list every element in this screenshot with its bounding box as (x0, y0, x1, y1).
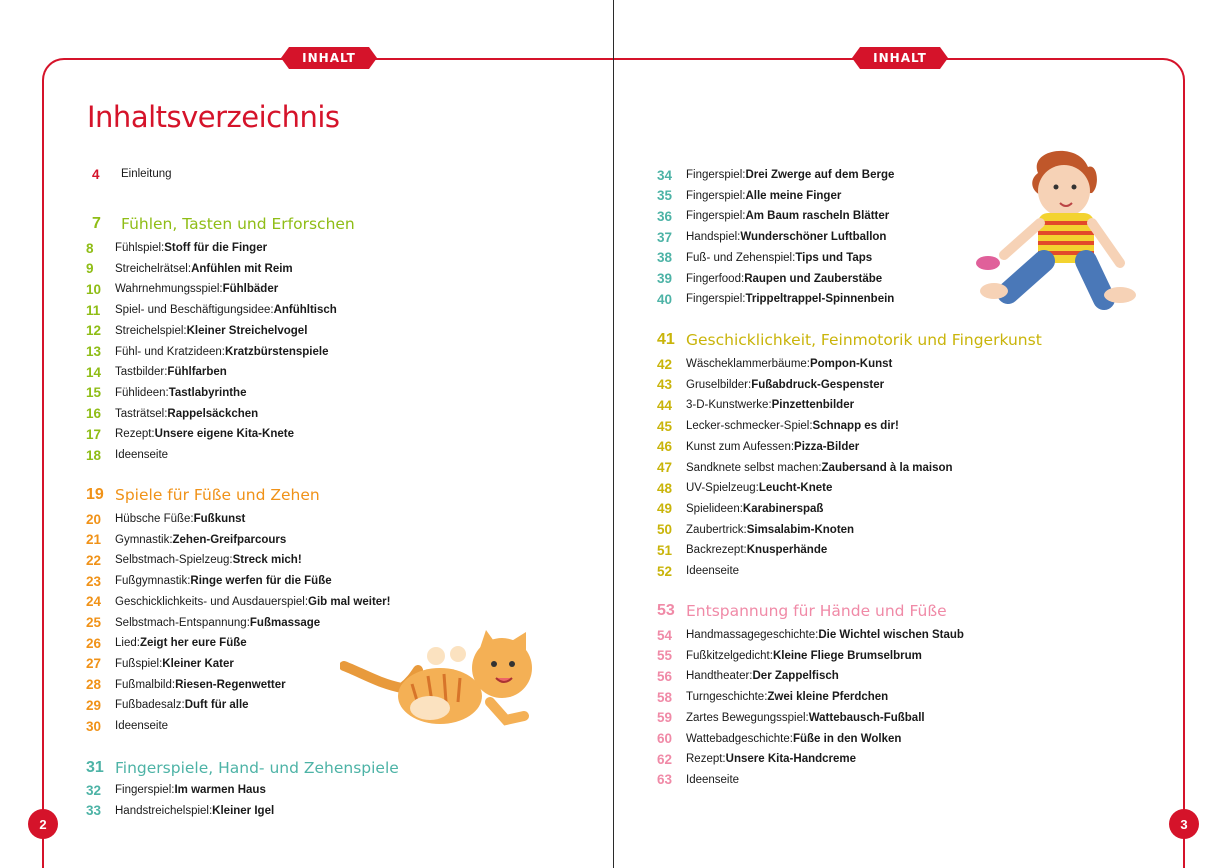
page-ref: 62 (657, 751, 673, 767)
page-ref: 25 (86, 615, 102, 630)
entry-title: Die Wichtel wischen Staub (818, 629, 964, 641)
page-ref: 32 (86, 782, 102, 798)
entry-label: Zartes Bewegungsspiel: (686, 711, 809, 724)
page-ref: 38 (657, 250, 673, 266)
toc-entry[interactable] (86, 780, 266, 800)
page-ref: 48 (657, 480, 673, 496)
entry-label: 3-D-Kunstwerke: (686, 399, 772, 412)
page-number-right: 3 (1169, 809, 1199, 839)
page-ref: 45 (657, 418, 673, 434)
entry-label: Handspiel: (686, 231, 741, 244)
entry-title: Raupen und Zauberstäbe (744, 272, 883, 285)
page-ref: 8 (86, 240, 94, 256)
entry-label: Fuß- und Zehenspiel: (686, 251, 796, 264)
page-ref: 16 (86, 406, 102, 422)
toc-entry[interactable] (657, 248, 872, 268)
toc-entry[interactable] (86, 530, 286, 550)
entry-title: Kleine Fliege Brumselbrum (772, 649, 922, 662)
section-heading-geschicklichkeit[interactable] (657, 328, 1042, 352)
entry-label: Selbstmach-Spielzeug: (115, 554, 233, 567)
page-ref: 63 (657, 772, 673, 788)
entry-label: Gymnastik: (115, 533, 173, 546)
toc-entry[interactable] (657, 416, 899, 436)
page-ref: 21 (86, 532, 102, 548)
entry-label: Fühl- und Kratzideen: (115, 345, 225, 358)
toc-entry[interactable] (657, 729, 901, 749)
entry-title: Pompon-Kunst (809, 358, 893, 370)
page-ref: 13 (86, 344, 102, 359)
page-ref: 35 (657, 188, 673, 204)
entry-label: Kunst zum Aufessen: (686, 440, 795, 453)
entry-title: Alle meine Finger (745, 189, 842, 202)
page-ref: 18 (86, 447, 102, 463)
entry-label: Wahrnehmungsspiel: (115, 283, 223, 296)
page-ref: 27 (86, 656, 102, 672)
entry-title: Zwei kleine Pferdchen (767, 691, 889, 704)
entry-title: Leucht-Knete (758, 482, 833, 495)
entry-label: Fußkitzelgedicht: (686, 649, 773, 662)
toc-entry[interactable] (86, 342, 328, 362)
page-ref: 55 (657, 648, 673, 664)
entry-label: Handstreichelspiel: (115, 804, 213, 817)
page-ref: 10 (86, 281, 102, 297)
entry-label: Tasträtsel: (115, 407, 168, 420)
page-title: Inhaltsverzeichnis (87, 100, 340, 134)
section-banner-left: INHALT (289, 47, 369, 69)
entry-label: Handmassagegeschichte: (686, 629, 819, 641)
entry-label: Wattebadgeschichte: (686, 732, 793, 745)
toc-entry[interactable] (657, 687, 888, 707)
page-ref: 54 (657, 627, 673, 643)
page-ref: 9 (86, 261, 94, 277)
entry-title: Füße in den Wolken (792, 732, 902, 745)
page-ref: 11 (86, 302, 101, 318)
page-ref: 59 (657, 710, 673, 726)
page-ref: 40 (657, 291, 673, 307)
entry-label: Ideenseite (115, 720, 169, 732)
page-ref: 39 (657, 271, 673, 286)
toc-entry[interactable] (657, 770, 739, 790)
entry-label: Sandknete selbst machen: (686, 461, 822, 474)
entry-title: Duft für alle (184, 699, 249, 712)
toc-entry[interactable] (86, 279, 278, 299)
section-page-ref: 19 (86, 486, 104, 503)
entry-title: Karabinerspaß (742, 502, 824, 515)
page-ref: 4 (92, 166, 100, 182)
page-ref: 33 (86, 803, 102, 819)
section-page-ref: 31 (86, 759, 104, 776)
toc-entry[interactable] (657, 749, 856, 769)
page-ref: 43 (657, 377, 673, 393)
page-number-left: 2 (28, 809, 58, 839)
entry-title: Stoff für die Finger (164, 242, 268, 254)
toc-entry[interactable] (86, 613, 320, 633)
entry-label: Fußspiel: (115, 657, 163, 670)
entry-title: Gib mal weiter! (308, 595, 391, 608)
toc-entry[interactable] (657, 458, 953, 478)
entry-label: Zaubertrick: (686, 523, 747, 536)
toc-entry[interactable] (86, 300, 337, 320)
entry-title: Simsalabim-Knoten (746, 523, 855, 536)
entry-label: Ideenseite (115, 449, 169, 461)
toc-entry[interactable] (86, 259, 293, 279)
toc-entry[interactable] (86, 716, 168, 736)
entry-label: Rezept: (115, 428, 155, 441)
entry-label: Selbstmach-Entspannung: (115, 616, 250, 629)
toc-entry[interactable] (657, 437, 859, 457)
page-ref: 23 (86, 573, 102, 589)
page-ref: 12 (86, 323, 102, 339)
entry-title: Drei Zwerge auf dem Berge (745, 169, 895, 181)
toc-entry[interactable] (86, 592, 390, 612)
toc-entry[interactable] (86, 424, 294, 444)
entry-label: Streichelspiel: (115, 324, 187, 337)
section-heading-fuehlen[interactable] (92, 212, 355, 236)
entry-title: Pinzettenbilder (771, 399, 855, 412)
entry-label: Fingerspiel: (686, 210, 746, 223)
page-ref: 17 (86, 426, 102, 442)
page-ref: 49 (657, 501, 673, 517)
toc-entry[interactable] (86, 633, 247, 653)
entry-title: Rappelsäckchen (167, 407, 259, 420)
section-heading-entspannung[interactable] (657, 599, 947, 623)
page-ref: 44 (657, 397, 673, 413)
entry-title: Fußabdruck-Gespenster (751, 378, 885, 391)
entry-title: Streck mich! (232, 554, 302, 567)
toc-entry[interactable] (657, 165, 894, 185)
entry-title: Unsere eigene Kita-Knete (154, 428, 294, 441)
section-page-ref: 53 (657, 602, 675, 619)
child-illustration (968, 143, 1148, 315)
toc-entry[interactable] (86, 362, 227, 382)
section-title: Fingerspiele, Hand- und Zehenspiele (115, 759, 399, 777)
page-ref: 37 (657, 229, 673, 245)
entry-label: Ideenseite (686, 773, 740, 786)
entry-label: Fußbadesalz: (115, 699, 185, 712)
toc-entry[interactable] (86, 675, 286, 695)
entry-title: Trippeltrappel-Spinnenbein (745, 293, 895, 306)
toc-entry[interactable] (86, 404, 258, 424)
cat-illustration (340, 626, 552, 730)
toc-entry[interactable] (86, 321, 307, 341)
entry-label: Fingerspiel: (686, 293, 746, 306)
toc-entry[interactable] (657, 375, 884, 395)
toc-entry[interactable] (657, 354, 892, 374)
entry-label: Streichelrätsel: (115, 262, 192, 275)
entry-title: Zeigt her eure Füße (139, 637, 247, 650)
page-ref: 42 (657, 356, 673, 372)
section-title: Spiele für Füße und Zehen (115, 486, 320, 504)
page-ref: 58 (657, 689, 673, 705)
entry-label: Fingerfood: (686, 272, 745, 285)
entry-title: Fußmassage (249, 616, 321, 629)
section-page-ref: 7 (92, 215, 101, 232)
toc-entry[interactable] (86, 654, 234, 674)
toc-entry[interactable] (657, 227, 886, 247)
toc-entry[interactable] (86, 445, 168, 465)
entry-label: Fingerspiel: (686, 189, 746, 202)
page-ref: 29 (86, 697, 102, 713)
toc-entry[interactable] (86, 695, 249, 715)
toc-entry[interactable] (86, 571, 332, 591)
page-ref: 51 (657, 542, 673, 558)
section-title: Geschicklichkeit, Feinmotorik und Fingerkunst (686, 331, 1042, 349)
entry-title: Schnapp es dir! (812, 420, 899, 433)
toc-entry[interactable] (657, 561, 739, 581)
page-ref: 26 (86, 635, 102, 651)
toc-entry[interactable] (657, 540, 827, 560)
entry-title: Unsere Kita-Handcreme (725, 753, 857, 766)
toc-entry[interactable] (657, 666, 839, 686)
entry-label: Fußmalbild: (115, 678, 176, 691)
entry-label: Lecker-schmecker-Spiel: (686, 420, 813, 433)
entry-title: Fühlfarben (167, 366, 227, 379)
toc-entry[interactable] (657, 625, 964, 645)
entry-label: Rezept: (686, 753, 726, 766)
page-ref: 34 (657, 167, 673, 183)
entry-title: Kleiner Igel (212, 804, 275, 817)
toc-entry-intro[interactable] (92, 164, 172, 184)
entry-label: Einleitung (121, 168, 172, 180)
section-heading-fingerspiele[interactable] (86, 756, 399, 780)
entry-title: Tastlabyrinthe (168, 386, 247, 399)
toc-entry[interactable] (657, 499, 823, 519)
entry-title: Pizza-Bilder (794, 440, 860, 453)
toc-entry[interactable] (657, 206, 889, 226)
toc-entry[interactable] (86, 550, 302, 570)
toc-entry[interactable] (657, 186, 841, 206)
entry-label: Spielideen: (686, 502, 743, 515)
entry-title: Am Baum rascheln Blätter (745, 210, 890, 223)
page-ref: 50 (657, 522, 673, 538)
page-ref: 14 (86, 364, 102, 380)
entry-label: Wäscheklammerbäume: (686, 358, 810, 370)
entry-label: Lied: (115, 637, 140, 650)
entry-label: Gruselbilder: (686, 378, 752, 391)
toc-entry[interactable] (86, 383, 246, 403)
page-ref: 60 (657, 731, 673, 746)
entry-label: Fußgymnastik: (115, 575, 191, 588)
toc-entry[interactable] (657, 269, 882, 289)
entry-title: Wattebausch-Fußball (808, 711, 925, 724)
toc-entry[interactable] (657, 289, 894, 309)
page-ref: 36 (657, 208, 673, 224)
entry-label: Fühlspiel: (115, 242, 165, 254)
entry-label: Hübsche Füße: (115, 513, 194, 525)
entry-title: Anfühlen mit Reim (191, 262, 293, 275)
entry-title: Kleiner Kater (162, 657, 234, 670)
page-ref: 30 (86, 718, 102, 734)
entry-title: Der Zappelfisch (752, 670, 839, 683)
entry-label: Handtheater: (686, 670, 753, 683)
entry-label: Fühlideen: (115, 386, 169, 399)
entry-title: Kratzbürstenspiele (224, 345, 329, 358)
entry-title: Knusperhände (746, 544, 828, 557)
entry-title: Ringe werfen für die Füße (190, 575, 332, 588)
section-banner-right: INHALT (860, 47, 940, 69)
page-ref: 46 (657, 439, 673, 455)
entry-label: Backrezept: (686, 544, 747, 557)
entry-title: Zehen-Greifparcours (172, 533, 287, 546)
entry-label: Ideenseite (686, 565, 740, 577)
page-ref: 47 (657, 460, 673, 475)
toc-entry[interactable] (657, 395, 854, 415)
entry-title: Zaubersand à la maison (821, 461, 953, 474)
page-ref: 20 (86, 511, 102, 527)
page-ref: 28 (86, 677, 102, 693)
entry-title: Anfühltisch (273, 304, 337, 317)
section-heading-fuesse[interactable] (86, 483, 320, 507)
toc-entry[interactable] (657, 646, 922, 666)
entry-title: Kleiner Streichelvogel (186, 324, 308, 337)
entry-label: Fingerspiel: (115, 784, 175, 796)
page-ref: 52 (657, 563, 673, 579)
entry-label: UV-Spielzeug: (686, 482, 759, 495)
page-ref: 56 (657, 668, 673, 684)
entry-title: Fühlbäder (222, 283, 279, 296)
toc-entry[interactable] (86, 801, 274, 821)
entry-label: Spiel- und Beschäftigungsidee: (115, 304, 274, 317)
entry-title: Fußkunst (193, 513, 246, 525)
toc-entry[interactable] (86, 509, 245, 529)
entry-label: Turngeschichte: (686, 691, 768, 704)
section-title: Entspannung für Hände und Füße (686, 602, 947, 620)
section-page-ref: 41 (657, 331, 675, 348)
entry-label: Geschicklichkeits- und Ausdauerspiel: (115, 595, 309, 608)
entry-label: Tastbilder: (115, 366, 168, 379)
entry-title: Tips und Taps (795, 251, 873, 264)
page-ref: 24 (86, 594, 102, 610)
toc-entry[interactable] (657, 478, 832, 498)
page-ref: 22 (86, 552, 102, 568)
toc-entry[interactable] (657, 708, 925, 728)
entry-title: Im warmen Haus (174, 784, 266, 796)
toc-entry[interactable] (657, 520, 854, 540)
entry-title: Wunderschöner Luftballon (740, 231, 887, 244)
toc-entry[interactable] (86, 238, 267, 258)
entry-title: Riesen-Regenwetter (175, 678, 286, 691)
page-ref: 15 (86, 385, 102, 401)
entry-label: Fingerspiel: (686, 169, 746, 181)
section-title: Fühlen, Tasten und Erforschen (121, 215, 355, 233)
